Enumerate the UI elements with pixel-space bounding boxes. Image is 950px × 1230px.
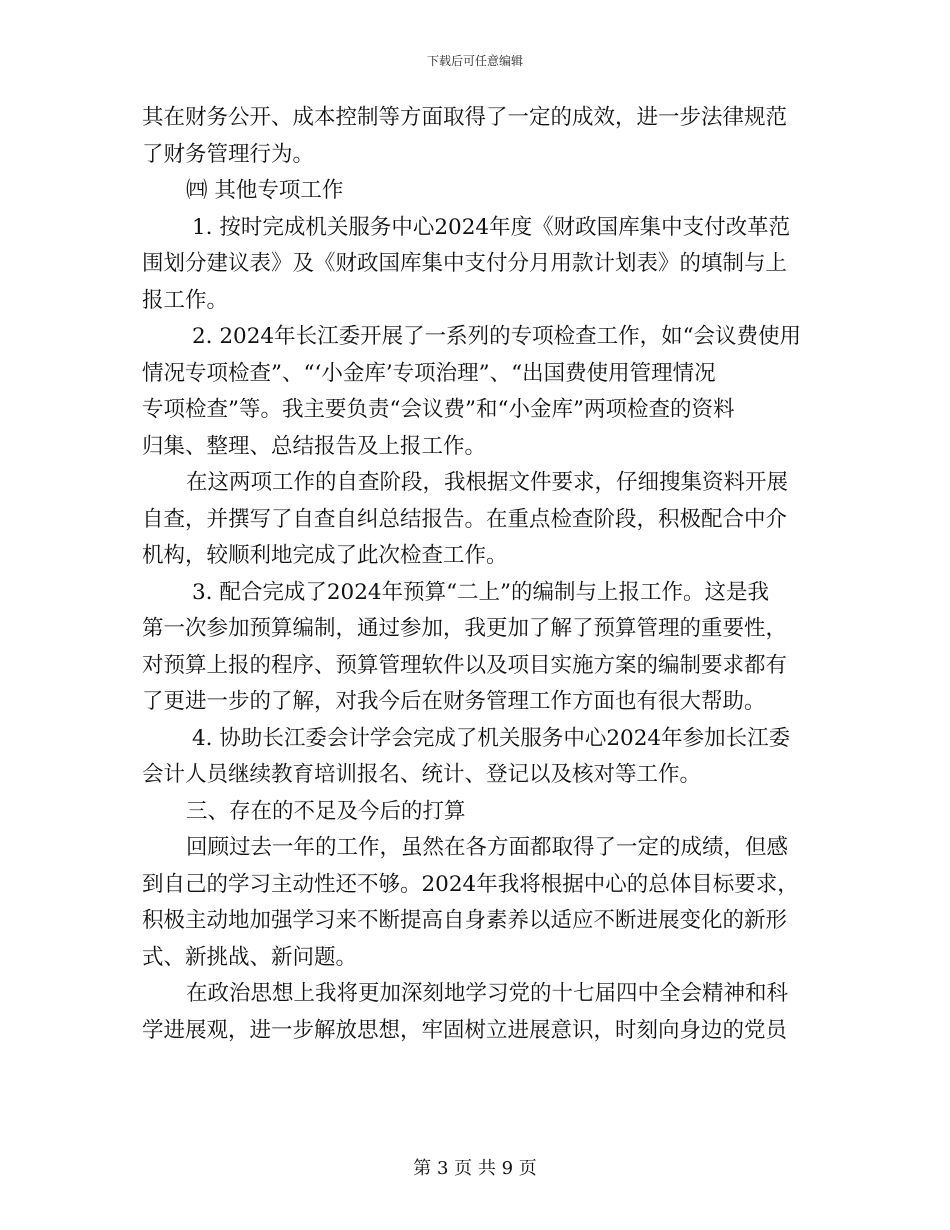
text-line: 报工作。 <box>142 287 229 313</box>
text-line: 积极主动地加强学习来不断提高自身素养以适应不断进展变化的新形 <box>142 908 788 933</box>
text-line: 到自己的学习主动性还不够。2024年我将根据中心的总体目标要求， <box>142 871 799 897</box>
text-line: 归集、整理、总结报告及上报工作。 <box>142 433 487 459</box>
text-line: 学进展观，进一步解放思想，牢固树立进展意识，时刻向身边的党员 <box>142 1017 788 1043</box>
text-line: 式、新挑战、新问题。 <box>142 944 358 970</box>
text-line: 4. 协助长江委会计学会完成了机关服务中心2024年参加长江委 <box>192 725 791 751</box>
text-line: 专项检查”等。我主要负责“会议费”和“小金库”两项检查的资料 <box>142 397 735 422</box>
text-line: 了财务管理行为。 <box>142 141 315 167</box>
text-line: 自查，并撰写了自查自纠总结报告。在重点检查阶段，积极配合中介 <box>142 506 788 532</box>
page-header: 下载后可任意编辑 <box>426 54 523 68</box>
text-line: 1. 按时完成机关服务中心2024年度《财政国库集中支付改革范 <box>192 214 791 240</box>
text-line: 情况专项检查”、“‘小金库’专项治理”、“出国费使用管理情况 <box>142 360 716 386</box>
text-line: 在政治思想上我将更加深刻地学习党的十七届四中全会精神和科 <box>186 981 789 1006</box>
text-line: 会计人员继续教育培训报名、统计、登记以及核对等工作。 <box>142 762 702 787</box>
text-line: 3. 配合完成了2024年预算“二上”的编制与上报工作。这是我 <box>192 579 770 605</box>
document-body <box>142 100 812 1049</box>
text-line: ㈣ 其他专项工作 <box>186 178 344 203</box>
page-number-footer: 第 3 页 共 9 页 <box>413 1158 537 1179</box>
text-line: 第一次参加预算编制，通过参加，我更加了解了预算管理的重要性， <box>142 616 788 641</box>
text-line: 回顾过去一年的工作，虽然在各方面都取得了一定的成绩，但感 <box>186 835 789 860</box>
text-line: 其在财务公开、成本控制等方面取得了一定的成效，进一步法律规范 <box>142 105 788 130</box>
text-line: 三、存在的不足及今后的打算 <box>186 798 466 824</box>
text-line: 围划分建议表》及《财政国库集中支付分月用款计划表》的填制与上 <box>142 251 788 276</box>
text-line: 了更进一步的了解，对我今后在财务管理工作方面也有很大帮助。 <box>142 689 766 714</box>
text-line: 在这两项工作的自查阶段，我根据文件要求，仔细搜集资料开展 <box>186 470 789 495</box>
text-line: 对预算上报的程序、预算管理软件以及项目实施方案的编制要求都有 <box>142 652 788 678</box>
text-line: 机构，较顺利地完成了此次检查工作。 <box>142 543 508 568</box>
text-line: 2. 2024年长江委开展了一系列的专项检查工作，如“会议费使用 <box>192 324 802 349</box>
